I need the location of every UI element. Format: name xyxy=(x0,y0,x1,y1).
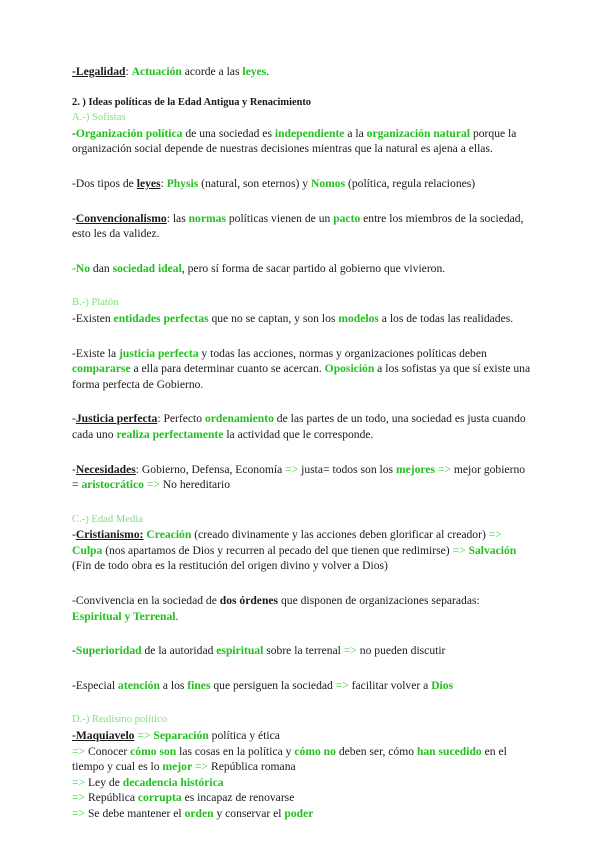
edad-media-paragraph-2: -Convivencia en la sociedad de dos órdenes que disponen de organizaciones separadas: Espiritual y Terrenal. xyxy=(72,594,480,623)
platon-paragraph-3: -Justicia perfecta: Perfecto ordenamiento de las partes de un todo, una sociedad es justa cuando cada uno realiza perfectamente la actividad que le corresponde. xyxy=(72,412,526,441)
arrow-icon: => xyxy=(72,791,86,805)
edad-media-paragraph-3: -Superioridad de la autoridad espiritual sobre la terrenal => no pueden discutir xyxy=(72,644,446,658)
subheading-edad-media: C.-) Edad Media xyxy=(72,513,143,525)
platon-paragraph-1: -Existen entidades perfectas que no se captan, y son los modelos a los de todas las realidades. xyxy=(72,311,514,325)
arrow-icon: => xyxy=(343,644,357,658)
edad-media-paragraph-1: -Cristianismo: Creación (creado divinamente y las acciones deben glorificar al creador) => Culpa (nos apartamos de Dios y recurren al pecado del que tienen que redimirse) => Salvación (Fin de todo obra es la restitución del origen divino y volver a Dios) xyxy=(72,528,517,573)
realismo-line-5: => Se debe mantener el orden y conservar el poder xyxy=(72,807,314,820)
sofistas-paragraph-1: -Organización política de una sociedad es independiente a la organización natural porque la organización social depende de nuestras decisiones mientras que la natural es ajena a ellas. xyxy=(72,126,517,156)
arrow-icon: => xyxy=(435,462,451,476)
arrow-icon: => xyxy=(72,744,86,758)
arrow-icon: => xyxy=(143,478,160,492)
notes-content xyxy=(72,64,532,822)
subheading-realismo: D.-) Realismo político xyxy=(72,714,168,726)
platon-paragraph-2: -Existe la justicia perfecta y todas las acciones, normas y organizaciones políticas deben compararse a ella para determinar cuanto se acercan. Oposición a los sofistas ya que sí existe una forma perfecta de Gobierno. xyxy=(72,346,531,391)
arrow-icon: => xyxy=(452,543,466,557)
legalidad-line: -Legalidad: Actuación acorde a las leyes. xyxy=(72,65,270,78)
section-title: 2. ) Ideas políticas de la Edad Antigua y Renacimiento xyxy=(72,96,312,108)
arrow-icon: => xyxy=(488,528,502,542)
sofistas-paragraph-4: -No dan sociedad ideal, pero sí forma de sacar partido al gobierno que vivieron. xyxy=(72,261,446,275)
edad-media-paragraph-4: -Especial atención a los fines que persiguen la sociedad => facilitar volver a Dios xyxy=(72,678,454,692)
sofistas-paragraph-3: -Convencionalismo: las normas políticas vienen de un pacto entre los miembros de la sociedad, esto les da validez. xyxy=(72,211,524,241)
legalidad-term: -Legalidad xyxy=(72,65,126,78)
arrow-icon: => xyxy=(72,775,86,789)
platon-paragraph-4: -Necesidades: Gobierno, Defensa, Economía => justa= todos son los mejores => mejor gobierno = aristocrático => No hereditario xyxy=(72,462,526,492)
arrow-icon: => xyxy=(285,462,299,476)
arrow-icon: => xyxy=(72,807,86,820)
subheading-platon: B.-) Platón xyxy=(72,297,119,309)
arrow-icon: => xyxy=(192,760,209,774)
realismo-line-2: => Conocer cómo son las cosas en la política y cómo no deben ser, cómo han sucedido en el tiempo y cual es lo mejor => República romana xyxy=(72,744,507,774)
realismo-line-1: -Maquiavelo => Separación política y ética xyxy=(72,729,280,743)
arrow-icon: => xyxy=(134,729,151,743)
realismo-line-3: => Ley de decadencia histórica xyxy=(72,775,224,789)
subheading-sofistas: A.-) Sofistas xyxy=(72,112,126,124)
sofistas-paragraph-2: -Dos tipos de leyes: Physis (natural, son eternos) y Nomos (política, regula relaciones) xyxy=(72,176,476,190)
realismo-line-4: => República corrupta es incapaz de renovarse xyxy=(72,791,295,805)
arrow-icon: => xyxy=(335,678,349,692)
